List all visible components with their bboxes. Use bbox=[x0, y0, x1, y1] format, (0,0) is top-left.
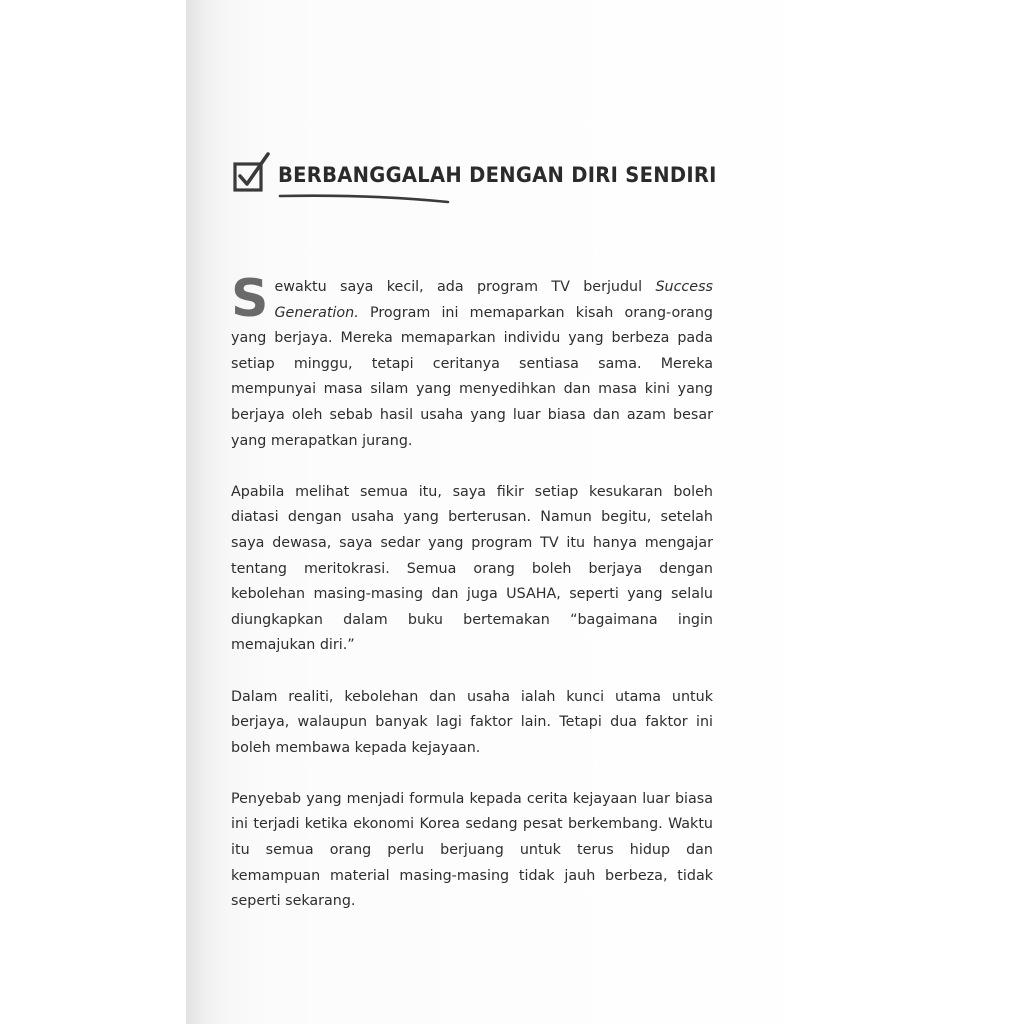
body-text bbox=[231, 269, 713, 940]
paragraph-1-text-end: Program ini memaparkan kisah orang-orang yang berjaya. Mereka memaparkan individu yang berbeza pada setiap minggu, tetapi ceritanya sentiasa sama. Mereka mempunyai masa silam yang menyedihkan dan masa kini yang berjaya oleh sebab hasil usaha yang luar biasa dan azam besar yang merapatkan jurang. bbox=[231, 304, 713, 449]
paragraph-2: Apabila melihat semua itu, saya fikir setiap kesukaran boleh diatasi dengan usaha yang berterusan. Namun begitu, setelah saya dewasa, saya sedar yang program TV itu hanya mengajar tentang meritokrasi. Semua orang boleh berjaya dengan kebolehan masing-masing dan juga USAHA, seperti yang selalu diungkapkan dalam buku bertemakan “bagaimana ingin memajukan diri.” bbox=[231, 483, 713, 654]
section-title: BERBANGGALAH DENGAN DIRI SENDIRI bbox=[278, 163, 717, 187]
heading-underline bbox=[278, 192, 450, 206]
paragraph-1 bbox=[231, 269, 713, 454]
paragraph-3: Dalam realiti, kebolehan dan usaha ialah kunci utama untuk berjaya, walaupun banyak lagi faktor lain. Tetapi dua faktor ini boleh membawa kepada kejayaan. bbox=[231, 688, 713, 756]
drop-cap: S bbox=[231, 269, 269, 329]
show-title-italic: Success Generation. bbox=[274, 279, 713, 321]
paragraph-1-text-start: ewaktu saya kecil, ada program TV berjudul bbox=[274, 279, 656, 295]
section-heading bbox=[232, 150, 750, 194]
checkbox-checked-icon bbox=[232, 150, 272, 194]
paragraph-4: Penyebab yang menjadi formula kepada cerita kejayaan luar biasa ini terjadi ketika ekonomi Korea sedang pesat berkembang. Waktu itu semua orang perlu berjuang untuk terus hidup dan kemampuan material masing-masing tidak jauh berbeza, tidak seperti sekarang. bbox=[231, 790, 713, 910]
